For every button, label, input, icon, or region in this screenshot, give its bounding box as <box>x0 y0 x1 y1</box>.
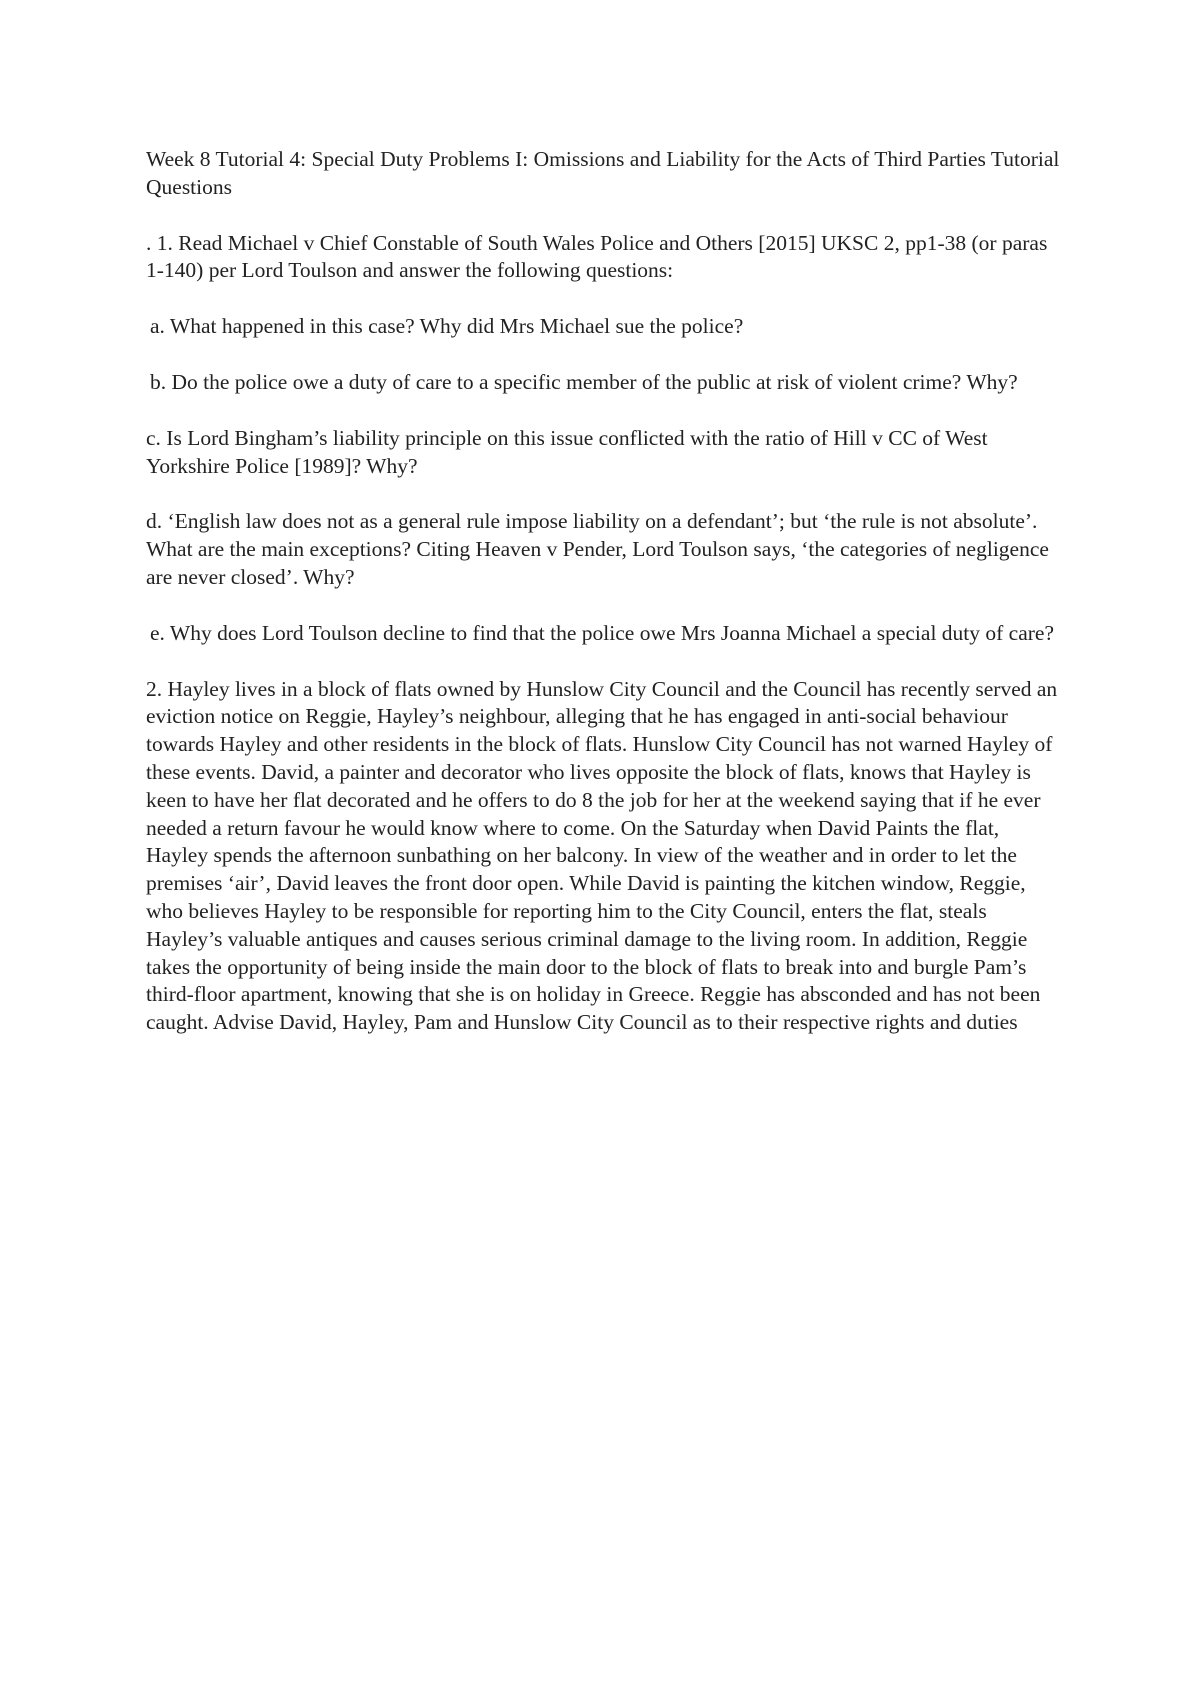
document-body <box>146 146 1061 1065</box>
question-1-intro: . 1. Read Michael v Chief Constable of South Wales Police and Others [2015] UKSC 2, pp1-38 (or paras 1-140) per Lord Toulson and answer the following questions: <box>146 230 1048 283</box>
document-title: Week 8 Tutorial 4: Special Duty Problems I: Omissions and Liability for the Acts of Third Parties Tutorial Questions <box>146 147 1060 199</box>
question-1c: c. Is Lord Bingham’s liability principle on this issue conflicted with the ratio of Hill v CC of West Yorkshire Police [1989]? Why? <box>146 425 988 478</box>
question-1b: b. Do the police owe a duty of care to a specific member of the public at risk of violent crime? Why? <box>150 369 1018 394</box>
question-1e: e. Why does Lord Toulson decline to find that the police owe Mrs Joanna Michael a special duty of care? <box>150 620 1055 645</box>
question-2: 2. Hayley lives in a block of flats owned by Hunslow City Council and the Council has recently served an eviction notice on Reggie, Hayley’s neighbour, alleging that he has engaged in anti-social behaviour towards Hayley and other residents in the block of flats. Hunslow City Council has not warned Hayley of these events. David, a painter and decorator who lives opposite the block of flats, knows that Hayley is keen to have her flat decorated and he offers to do 8 the job for her at the weekend saying that if he ever needed a return favour he would know where to come. On the Saturday when David Paints the flat, Hayley spends the afternoon sunbathing on her balcony. In view of the weather and in order to let the premises ‘air’, David leaves the front door open. While David is painting the kitchen window, Reggie, who believes Hayley to be responsible for reporting him to the City Council, enters the flat, steals Hayley’s valuable antiques and causes serious criminal damage to the living room. In addition, Reggie takes the opportunity of being inside the main door to the block of flats to break into and burgle Pam’s third-floor apartment, knowing that she is on holiday in Greece. Reggie has absconded and has not been caught. Advise David, Hayley, Pam and Hunslow City Council as to their respective rights and duties <box>146 676 1058 1035</box>
question-1d: d. ‘English law does not as a general rule impose liability on a defendant’; but ‘the rule is not absolute’. What are the main exceptions? Citing Heaven v Pender, Lord Toulson says, ‘the categories of negligence are never closed’. Why? <box>146 509 1049 589</box>
question-1a: a. What happened in this case? Why did Mrs Michael sue the police? <box>150 314 744 339</box>
